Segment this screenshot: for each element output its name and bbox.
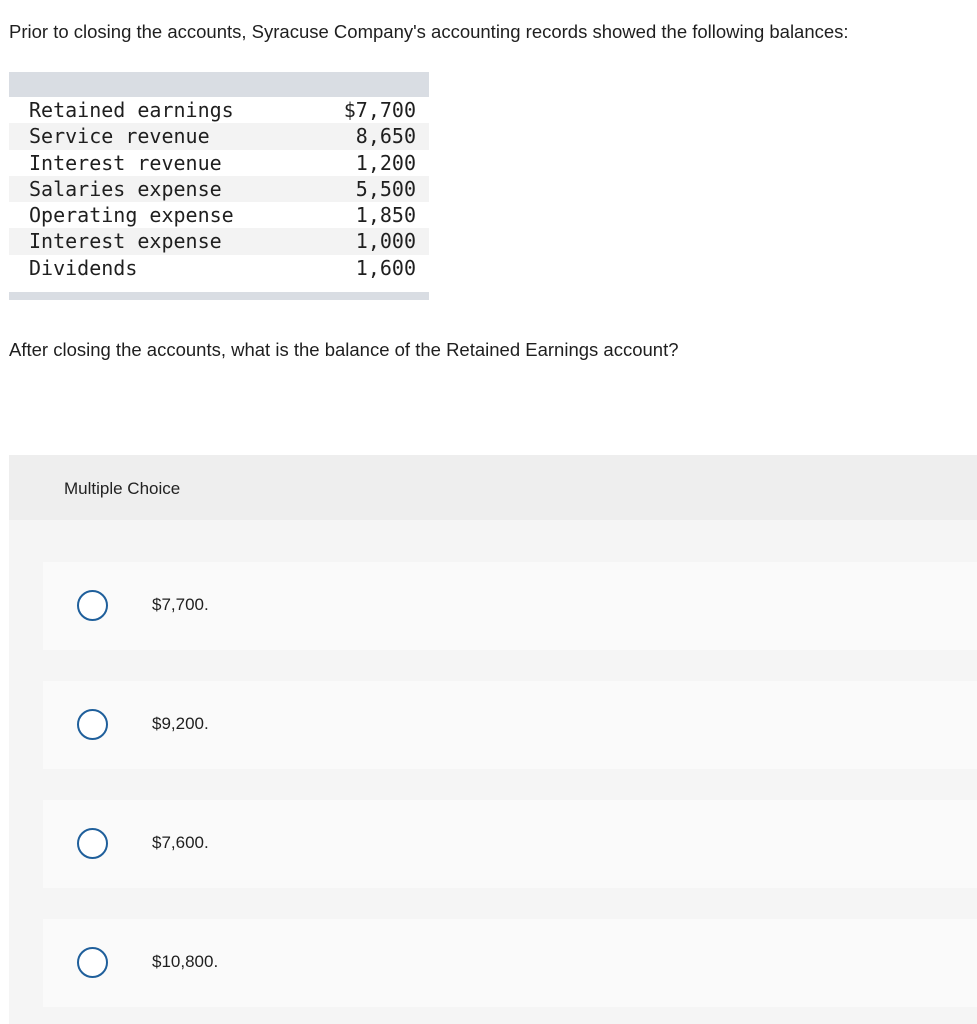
radio-button[interactable] xyxy=(77,590,108,621)
multiple-choice-panel xyxy=(9,455,977,1024)
table-row xyxy=(9,202,429,228)
radio-button[interactable] xyxy=(77,709,108,740)
row-label: Service revenue xyxy=(29,124,210,149)
row-label: Operating expense xyxy=(29,203,234,228)
question-text: After closing the accounts, what is the balance of the Retained Earnings account? xyxy=(9,339,679,360)
row-value: 1,850 xyxy=(355,203,416,228)
row-value: 1,600 xyxy=(355,255,416,280)
choice-label: $7,600. xyxy=(152,833,209,852)
row-label: Retained earnings xyxy=(29,98,234,122)
row-label: Interest revenue xyxy=(29,150,222,175)
row-label: Dividends xyxy=(29,255,138,280)
radio-button[interactable] xyxy=(77,828,108,859)
choice-label: $9,200. xyxy=(152,714,209,733)
row-value: 1,200 xyxy=(355,150,416,175)
table-body xyxy=(9,97,429,281)
table-header-bar xyxy=(9,72,429,97)
row-label: Salaries expense xyxy=(29,176,222,201)
row-label: Interest expense xyxy=(29,229,222,254)
question-prompt: Prior to closing the accounts, Syracuse Company's accounting records showed the following balances: xyxy=(9,21,849,42)
table-row xyxy=(9,97,429,123)
table-row xyxy=(9,228,429,254)
table-footer-bar xyxy=(9,292,429,300)
multiple-choice-title: Multiple Choice xyxy=(64,479,181,498)
table-row xyxy=(9,150,429,176)
choice-label: $7,700. xyxy=(152,595,209,614)
choice-option-1[interactable] xyxy=(43,562,977,650)
table-row xyxy=(9,255,429,281)
multiple-choice-header xyxy=(9,455,977,520)
choice-option-4[interactable] xyxy=(43,919,977,1007)
choice-label: $10,800. xyxy=(152,952,219,971)
table-row xyxy=(9,123,429,149)
row-value: $7,700 xyxy=(343,98,416,122)
choice-option-3[interactable] xyxy=(43,800,977,888)
row-value: 8,650 xyxy=(355,124,416,149)
choice-option-2[interactable] xyxy=(43,681,977,769)
row-value: 1,000 xyxy=(355,229,416,254)
table-row xyxy=(9,176,429,202)
radio-button[interactable] xyxy=(77,947,108,978)
balances-table xyxy=(9,72,429,300)
row-value: 5,500 xyxy=(355,176,416,201)
